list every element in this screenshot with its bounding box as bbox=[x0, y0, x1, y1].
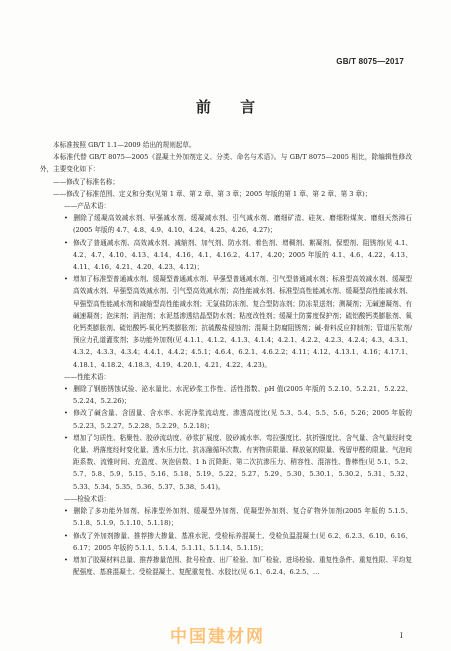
bullet-icon: • bbox=[64, 555, 68, 564]
bullet-item: • 增加了匀质性、粘聚性、胶砂流动度、砂浆扩展度、胶砂减水率、弯拉强度比、抗折强度比、含气量、含气量经时变化量、坍落度经时变化量、透水压力比、抗冻融循环次数、有害物质限量、释放氨的限量、残留甲醛的限量、气泡间距系数、流锥时间、充盈度、灰泡倍数、1 h 沉降距、第二次抗渗压力、稍容性、混溶性、鲁棒性(见 5.1、5.2、5.7、5.8、5.9、5.15、5.16、5.18、5.19、5.22、5.27、5.29、5.30、5.30.1、5.30.2、5.31、5.32、5.33、5.34、5.35、5.36、5.37、5.38、5.41)。 bbox=[64, 433, 412, 491]
bullet-icon: • bbox=[64, 238, 68, 247]
section-performance-terms: ——性能术语： bbox=[64, 372, 111, 381]
bullet-icon: • bbox=[64, 531, 68, 540]
bullet-item: • 删除了缓凝高效减水剂、早强减水剂、缓凝减水剂、引气减水剂、磨细矿渣、硅灰、磨细粉煤灰、磨细天然沸石(2005 年版的 4.7、4.8、4.9、4.10、4.24、4.25、4.26、4.27)； bbox=[64, 214, 412, 235]
intro-paragraph: 本标准代替 GB/T 8075—2005《混凝土外加剂定义、分类、命名与术语》。与 GB/T 8075—2005 相比，除编辑性修改外，主要变化如下： bbox=[40, 153, 412, 174]
standard-code: GB/T 8075—2017 bbox=[336, 57, 404, 66]
bullet-item: • 修改了外加剂掺量、推荐掺大掺量、基准水泥、受检标养混凝土、受检负温混凝土(见 6.2、6.2.3、6.10、6.16、6.17；2005 年版的 5.1.1、5.1.4、5.1.11、5.1.14、5.1.15)； bbox=[64, 531, 412, 552]
section-product-terms: ——产品术语： bbox=[64, 202, 111, 211]
bullet-item: • 删除了多功能外加剂、标准型外加剂、缓凝型外加剂、促凝型外加剂、复合矿物外加剂(2005 年版的 5.1.5、5.1.8、5.1.9、5.1.10、5.1.18)； bbox=[64, 507, 412, 528]
section-test-terms: ——检验术语： bbox=[64, 494, 111, 503]
intro-paragraph: 本标准按照 GB/T 1.1—2009 给出的规则起草。 bbox=[53, 141, 196, 149]
bullet-item: • 增加了标准型普通减水剂、缓凝型普通减水剂、早强型普通减水剂、引气型普通减水剂；标准型高效减水剂、缓凝型高效减水剂、早强型高效减水剂、引气型高效减水剂；高性能减水剂、标准型高性能减水剂、缓凝型高性能减水剂、早强型高性能减水剂和减缩型高性能减水剂；无氯盐防冻剂、复合型防冻剂；防冻泵送剂；测凝剂；无碱速凝剂、有碱速凝剂；泡沫剂；消泡剂；水泥基渗透结晶型防水剂；粘度改性剂；缓凝土防雾度保护剂；硫铝酸钙类膨胀剂、氧化钙类膨胀剂、硫铝酸钙-氧化钙类膨胀剂；抗硫酸盐侵蚀剂；混凝土防腐阻锈剂；碱-骨料反应抑制剂；管道压浆剂/预应力孔道灌浆剂；多功能外加剂(见 4.1.1、4.1.2、4.1.3、4.1.4；4.2.1、4.2.2、4.2.3、4.2.4；4.3、4.3.1、4.3.2、4.3.3、4.3.4；4.4.1、4.4.2；4.5.1；4.6.4、6.2.1、4.6.2.2；4.11；4.12、4.13.1、4.16；4.17.1、4.18.1、4.18.2、4.18.3、4.19、4.20.1、4.21、4.22、4.23)。 bbox=[64, 275, 412, 369]
bullet-icon: • bbox=[64, 275, 68, 284]
bullet-icon: • bbox=[64, 433, 68, 442]
change-item-scope: ——修改了标准范围、定义和分类(见第 1 章、第 2 章、第 3 章；2005 年版的第 1 章、第 2 章、第 3 章)； bbox=[53, 189, 372, 198]
page-title: 前 言 bbox=[195, 98, 268, 116]
bullet-item: • 修改了普通减水剂、高效减水剂、减缩剂、加气剂、防水剂、着色剂、增稠剂、絮凝剂、保塑剂、阻锈剂(见 4.1、4.2、4.7、4.10、4.13、4.14、4.16、4.1、4.16.2、4.17、4.20；2005 年版的 4.1、4.6、4.22、4.13、4.11、4.16、4.21、4.20、4.23、4.12)； bbox=[64, 238, 412, 272]
bullet-icon: • bbox=[64, 409, 68, 418]
bullet-item: • 修改了碱含量、含固量、含水率、水泥净浆流动度、渗透高度比(见 5.3、5.4、5.5、5.6、5.26；2005 年版的 5.2.23、5.2.27、5.2.28、5.2.29、5.2.18)； bbox=[64, 409, 412, 430]
bullet-icon: • bbox=[64, 385, 68, 394]
bullet-icon: • bbox=[64, 214, 68, 223]
bullet-item: • 增加了胶凝材料总量、推荐掺量范围、批号检查、出厂检验、加厂检验、进场检验、重复性条件、重复性限、平均复配强度、基准混凝土、受检混凝土、复配重复性、水胶比(见 6.1、6.2.4、6.2.5、… bbox=[64, 555, 412, 577]
change-item-naming: ——修改了标准名称； bbox=[53, 177, 119, 186]
bullet-icon: • bbox=[64, 507, 68, 516]
watermark: 中国建材网 bbox=[170, 627, 265, 647]
foreword-body bbox=[40, 139, 412, 578]
page-number: I bbox=[400, 632, 403, 640]
bullet-item: • 删除了钢筋锈蚀试验、泌水量比、水泥砂浆工作性、活性指数、pH 值(2005 年版的 5.2.10、5.2.21、5.2.22、5.2.24、5.2.26)； bbox=[64, 385, 412, 406]
